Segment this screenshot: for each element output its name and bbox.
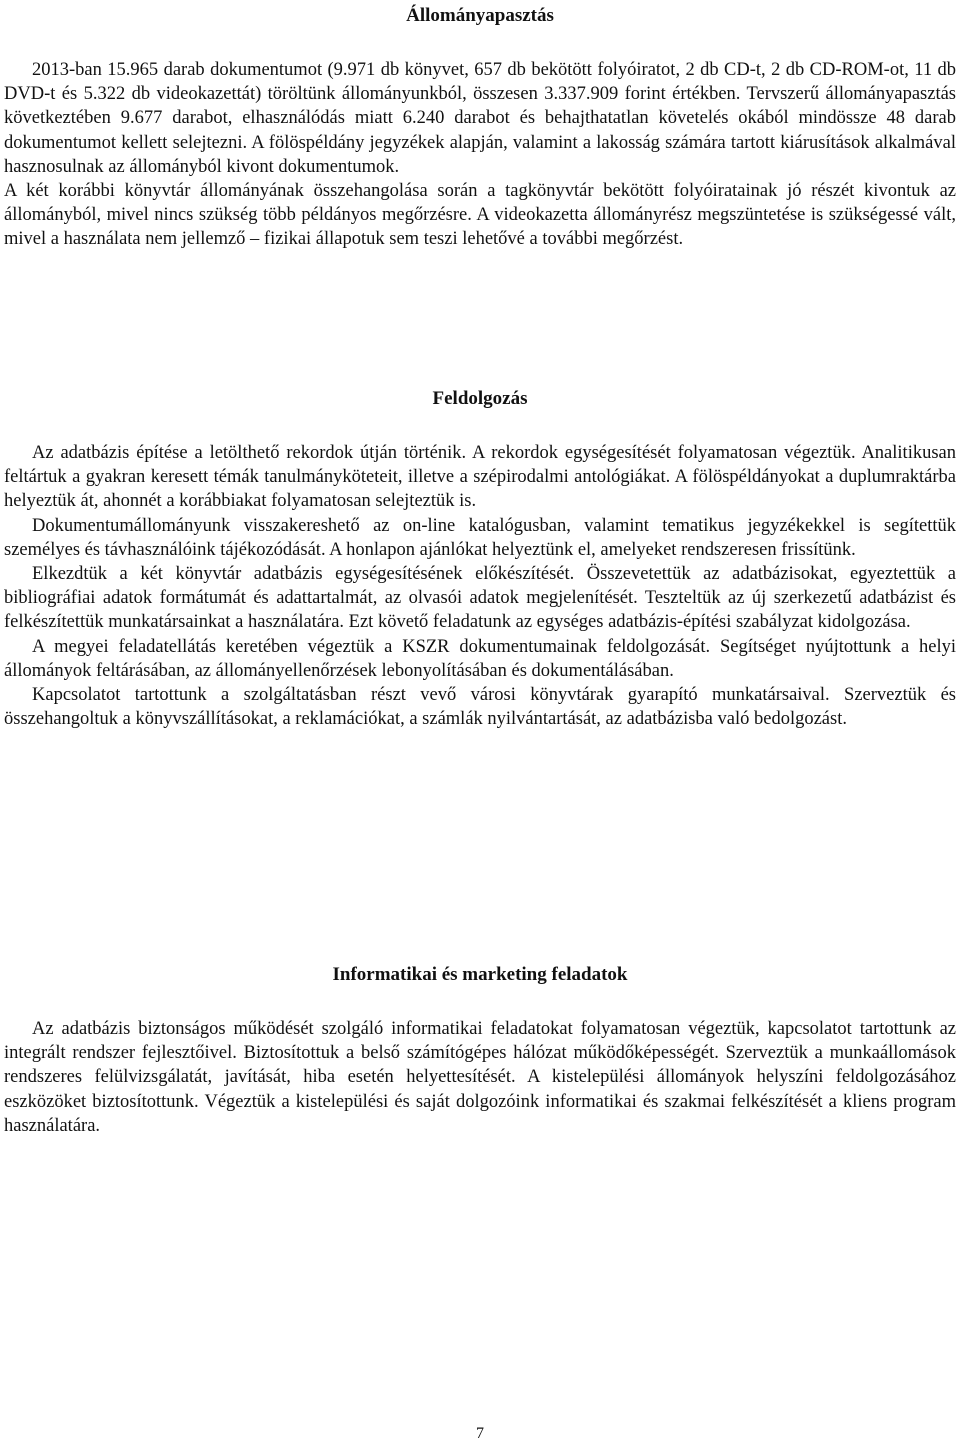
- paragraph: Kapcsolatot tartottunk a szolgáltatásban részt vevő városi könyvtárak gyarapító munkatársaival. Szerveztük és összehangoltuk a könyvszállításokat, a reklamációkat, a számlák nyilvántartását, az adatbázisba való bedolgozást.: [4, 685, 956, 730]
- paragraph: Dokumentumállományunk visszakereshető az on-line katalógusban, valamint tematikus jegyzékekkel is segítettük személyes és távhasználóink tájékozódását. A honlapon ajánlókat helyeztünk el, amelyeket rendszeresen frissítünk.: [4, 515, 956, 560]
- page-number: 7: [476, 1425, 484, 1442]
- section-body-informatikai: [4, 1017, 956, 1138]
- paragraph: Az adatbázis építése a letölthető rekordok útján történik. A rekordok egységesítését folyamatosan végeztük. Analitikusan feltártuk a gyakran keresett témák tanulmányköteteit, illetve a szépirodalmi antológiákat. A fölöspéldányokat a duplumraktárba helyeztük át, ahonnét a korábbiakat folyamatosan selejteztük is.: [4, 443, 956, 512]
- section-body-allomanyapasztas: [4, 58, 956, 252]
- paragraph: Elkezdtük a két könyvtár adatbázis egységesítésének előkészítését. Összevetettük az adatbázisokat, egyeztettük a bibliográfiai adatok formátumát és adattartalmát, az olvasói adatok megjelenítését. Teszteltük az új szerkezetű adatbázist és felkészítettük munkatársainkat a használatára. Ezt követő feladatunk az egységes adatbázis-építési szabályzat kidolgozása.: [4, 564, 956, 633]
- paragraph: A megyei feladatellátás keretében végeztük a KSZR dokumentumainak feldolgozását. Segítséget nyújtottunk a helyi állományok feltárásában, az állományellenőrzések lebonyolításában és dokumentálásában.: [4, 636, 956, 681]
- paragraph: Az adatbázis biztonságos működését szolgáló informatikai feladatokat folyamatosan végeztük, kapcsolatot tartottunk az integrált rendszer fejlesztőivel. Biztosítottuk a belső számítógépes hálózat működőképességét. Szerveztük a munkaállomások rendszeres felülvizsgálatát, javítását, hiba esetén helyettesítését. A kistelepülési állományok helyszíni feldolgozásához eszközöket biztosítottunk. Végeztük a kistelepülési és saját dolgozóink informatikai és szakmai felkészítését a kliens program használatára.: [4, 1019, 956, 1136]
- paragraph: A két korábbi könyvtár állományának összehangolása során a tagkönyvtár bekötött folyóiratainak jó részét kivontuk az állományból, mivel nincs szükség több példányos megőrzésre. A videokazetta állományrész megszüntetése is szükségessé vált, mivel a használata nem jellemző – fizikai állapotuk sem teszi lehetővé a további megőrzést.: [4, 181, 956, 250]
- section-title-allomanyapasztas: Állományapasztás: [406, 5, 554, 26]
- section-title-feldolgozas: Feldolgozás: [432, 388, 528, 409]
- section-body-feldolgozas: [4, 441, 956, 731]
- section-title-informatikai: Informatikai és marketing feladatok: [332, 964, 628, 985]
- paragraph: 2013-ban 15.965 darab dokumentumot (9.971 db könyvet, 657 db bekötött folyóiratot, 2 db CD-t, 2 db CD-ROM-ot, 11 db DVD-t és 5.322 db videokazettát) töröltünk állományunkból, összesen 3.337.909 forint értékben. Tervszerű állományapasztás következtében 9.677 darabot, elhasználódás miatt 6.240 darabot és behajthatatlan követelés okából mindössze 48 darab dokumentumot kellett selejtezni. A fölöspéldány jegyzékek alapján, valamint a lakosság számára tartott kiárusítások alkalmával hasznosulnak az állományból kivont dokumentumok.: [4, 60, 956, 177]
